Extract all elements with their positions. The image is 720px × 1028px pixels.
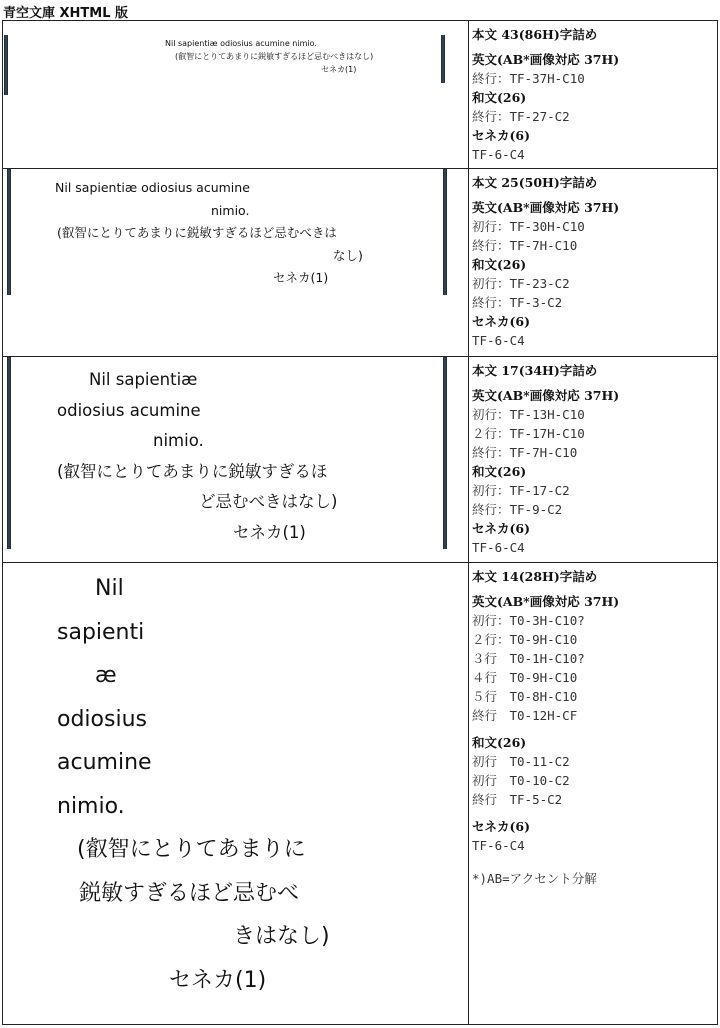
sample-text <box>3 567 463 1002</box>
en-line: 終行：TF-37H-C10 <box>472 71 585 86</box>
en-line: ２行：T0-9H-C10 <box>472 632 578 647</box>
sample-line-en: sapienti <box>57 619 145 645</box>
info-cell <box>469 21 718 169</box>
info-heading: 本文 17(34H)字詰め <box>472 363 598 378</box>
sample-line-en: acumine <box>57 750 152 775</box>
en-line: 初行：T0-3H-C10? <box>472 613 585 628</box>
ja-line: 初行 T0-10-C2 <box>472 773 570 788</box>
en-line: ３行 T0-1H-C10? <box>472 651 585 666</box>
sample-line-en: æ <box>95 663 117 688</box>
sample-cell <box>3 357 469 563</box>
se-title: セネカ(6) <box>472 521 531 536</box>
sample-line-en: Nil sapientiæ odiosius acumine <box>55 180 250 195</box>
ja-line: 初行 T0-11-C2 <box>472 754 570 769</box>
en-line: 終行：TF-7H-C10 <box>472 445 578 460</box>
ja-line: 終行：TF-3-C2 <box>472 295 563 310</box>
se-line: TF-6-C4 <box>472 147 525 162</box>
se-line: TF-6-C4 <box>472 540 525 555</box>
footnote: *)AB=アクセント分解 <box>472 871 597 886</box>
sample-cell <box>3 169 469 357</box>
ja-title: 和文(26) <box>472 464 527 479</box>
info-heading: 本文 14(28H)字詰め <box>472 569 598 584</box>
en-title: 英文(AB*画像対応 37H) <box>472 52 620 67</box>
se-line: TF-6-C4 <box>472 333 525 348</box>
ja-line: 終行 TF-5-C2 <box>472 792 563 807</box>
en-title: 英文(AB*画像対応 37H) <box>472 388 620 403</box>
sample-line-ja: 鋭敏すぎるほど忌むべ <box>79 880 300 906</box>
sample-line-en: nimio. <box>211 202 250 218</box>
sample-text <box>3 365 463 548</box>
sample-line-en: Nil sapientiæ <box>89 370 198 389</box>
sample-line-en: nimio. <box>153 431 204 450</box>
sample-line-en: Nil sapientiæ odiosius acumine nimio. <box>165 39 317 48</box>
en-line: ２行：TF-17H-C10 <box>472 426 585 441</box>
info-cell <box>469 563 718 1025</box>
sample-cell <box>3 21 469 169</box>
info-heading: 本文 25(50H)字詰め <box>472 175 598 190</box>
ja-line: 終行：TF-27-C2 <box>472 109 570 124</box>
se-title: セネカ(6) <box>472 128 531 143</box>
page-title: 青空文庫 XHTML 版 <box>3 6 129 21</box>
se-line: TF-6-C4 <box>472 838 525 853</box>
info-cell <box>469 357 718 563</box>
sample-line-attribution: セネカ(1) <box>273 270 329 285</box>
ja-line: 終行：TF-9-C2 <box>472 502 563 517</box>
sample-line-ja: きはなし) <box>233 924 330 949</box>
ja-title: 和文(26) <box>472 90 527 105</box>
ja-title: 和文(26) <box>472 257 527 272</box>
sample-line-attribution: セネカ(1) <box>321 65 357 74</box>
info-cell <box>469 169 718 357</box>
ja-title: 和文(26) <box>472 735 527 750</box>
en-line: ４行 T0-9H-C10 <box>472 670 578 685</box>
se-title: セネカ(6) <box>472 819 531 834</box>
en-line: 初行：TF-13H-C10 <box>472 407 585 422</box>
sample-text <box>3 177 463 290</box>
sample-line-ja: (叡智にとりてあまりに <box>77 837 306 862</box>
sample-line-ja: (叡智にとりてあまりに鋭敏すぎるほど忌むべきはなし) <box>175 52 374 61</box>
ja-line: 初行：TF-23-C2 <box>472 276 570 291</box>
sample-line-attribution: セネカ(1) <box>169 967 267 993</box>
sample-line-ja: (叡智にとりてあまりに鋭敏すぎるほ <box>57 461 328 481</box>
sample-line-en: odiosius acumine <box>57 400 201 420</box>
en-title: 英文(AB*画像対応 37H) <box>472 200 620 215</box>
table-row <box>3 21 718 169</box>
sample-cell <box>3 563 469 1025</box>
sample-line-en: odiosius <box>57 706 147 732</box>
se-title: セネカ(6) <box>472 314 531 329</box>
sample-line-attribution: セネカ(1) <box>233 522 306 542</box>
sample-line-ja: ど忌むべきはなし) <box>199 492 338 511</box>
en-line: ５行 T0-8H-C10 <box>472 689 578 704</box>
sample-line-ja: なし) <box>333 247 363 263</box>
sample-line-en: Nil <box>95 576 124 601</box>
sample-text <box>3 37 463 76</box>
en-line: 終行 T0-12H-CF <box>472 708 578 723</box>
en-title: 英文(AB*画像対応 37H) <box>472 594 620 609</box>
table-row <box>3 357 718 563</box>
sample-line-en: nimio. <box>57 793 125 819</box>
en-line: 初行：TF-30H-C10 <box>472 219 585 234</box>
table-row <box>3 563 718 1025</box>
layout-table <box>2 20 718 1025</box>
table-row <box>3 169 718 357</box>
sample-line-ja: (叡智にとりてあまりに鋭敏すぎるほど忌むべきは <box>57 225 337 240</box>
info-heading: 本文 43(86H)字詰め <box>472 27 598 42</box>
en-line: 終行：TF-7H-C10 <box>472 238 578 253</box>
ja-line: 初行：TF-17-C2 <box>472 483 570 498</box>
